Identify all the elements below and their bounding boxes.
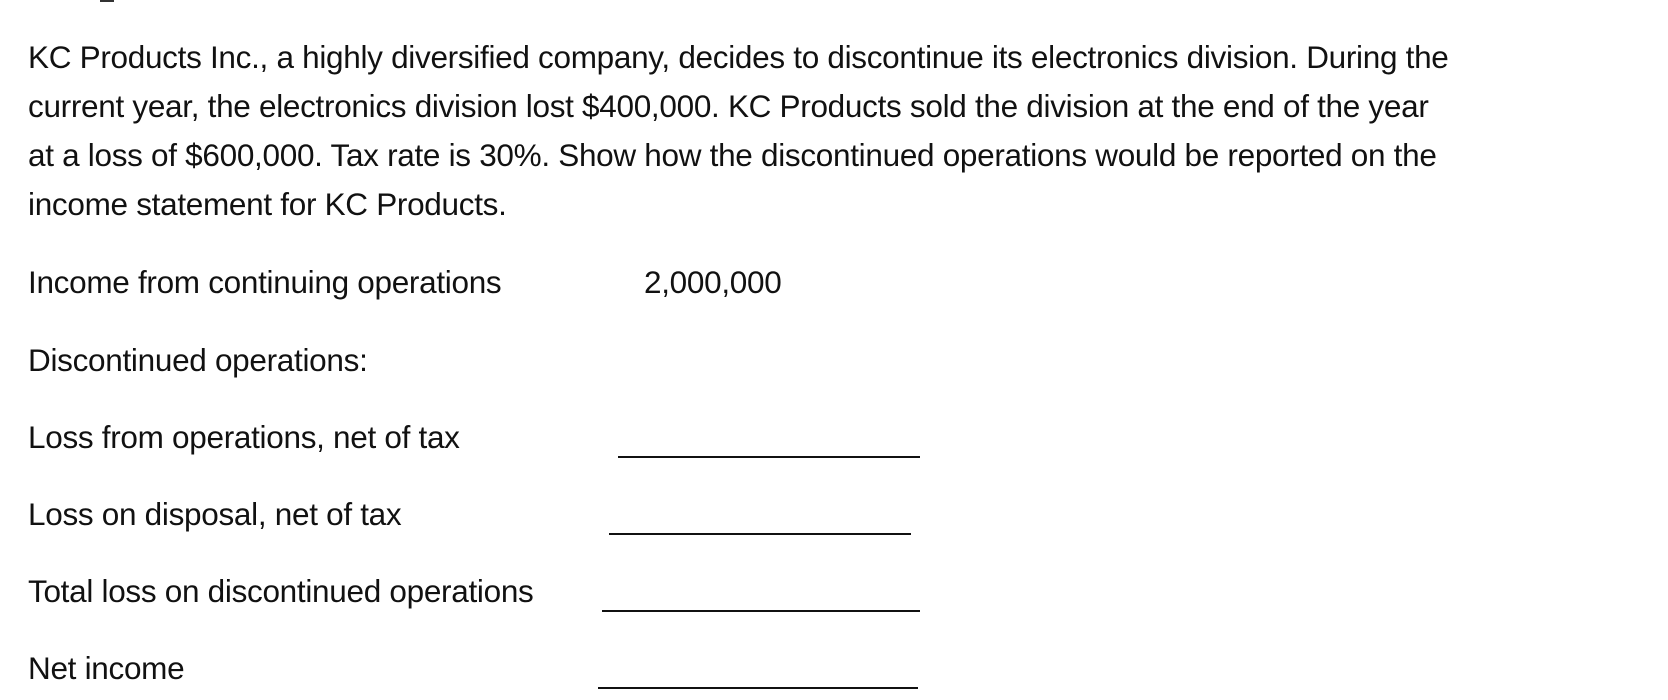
net-income-label: Net income <box>28 650 185 686</box>
continuing-operations-amount: 2,000,000 <box>644 264 782 300</box>
problem-line: at a loss of $600,000. Tax rate is 30%. Show how the discontinued operations would be reported on the <box>28 137 1437 173</box>
continuing-operations-label: Income from continuing operations <box>28 264 502 300</box>
top-edge-mark <box>100 0 114 2</box>
total-loss-discontinued-label: Total loss on discontinued operations <box>28 573 534 609</box>
loss-on-disposal-label: Loss on disposal, net of tax <box>28 496 402 532</box>
total-loss-discontinued-answer-line[interactable] <box>602 610 920 612</box>
loss-on-disposal-answer-line[interactable] <box>609 533 911 535</box>
loss-from-operations-answer-line[interactable] <box>618 456 920 458</box>
problem-line: current year, the electronics division lost $400,000. KC Products sold the division at the end of the year <box>28 88 1429 124</box>
problem-statement <box>28 33 1648 229</box>
problem-line: KC Products Inc., a highly diversified company, decides to discontinue its electronics division. During the <box>28 39 1449 75</box>
net-income-answer-line[interactable] <box>598 687 918 689</box>
problem-line: income statement for KC Products. <box>28 186 507 222</box>
discontinued-operations-heading: Discontinued operations: <box>28 342 368 378</box>
loss-from-operations-label: Loss from operations, net of tax <box>28 419 460 455</box>
